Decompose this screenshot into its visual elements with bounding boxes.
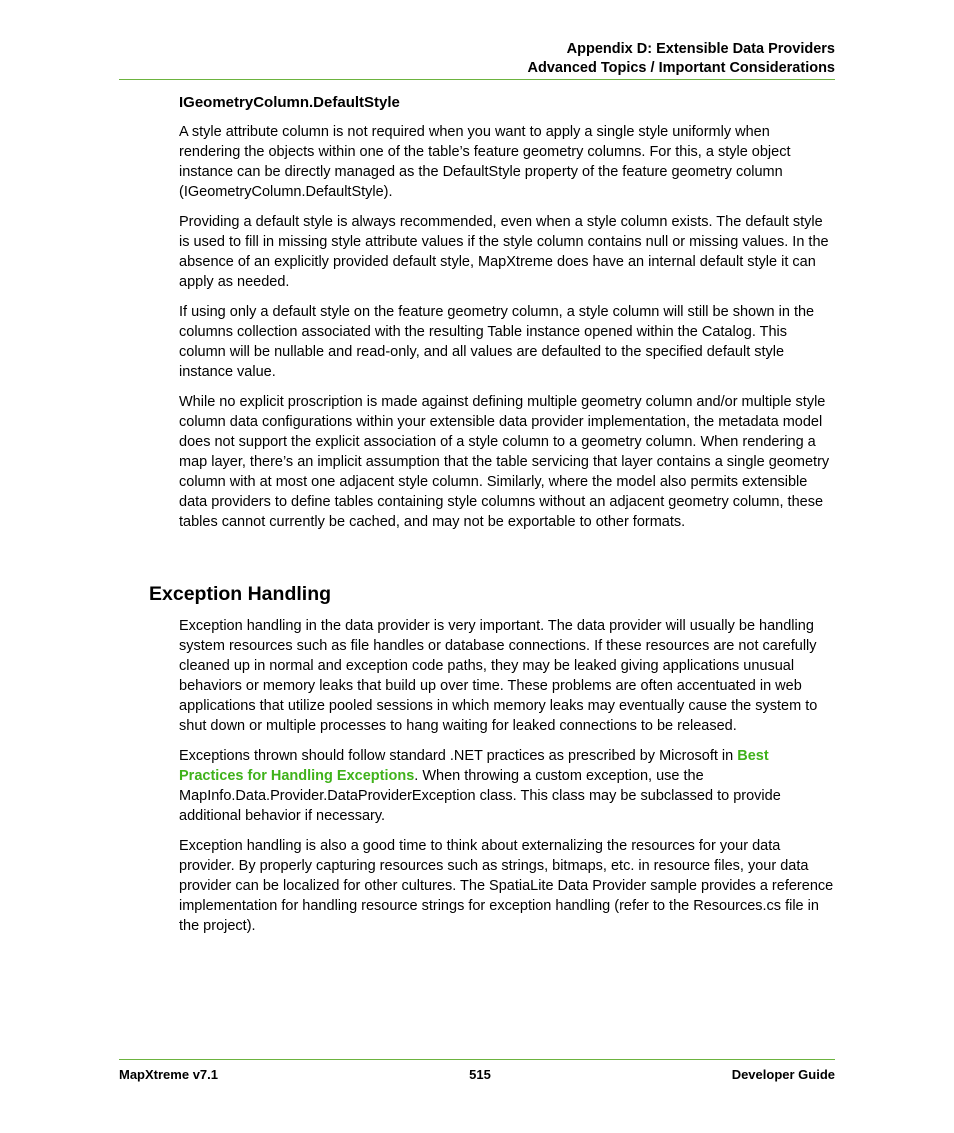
section-exception-handling <box>179 616 835 946</box>
paragraph: If using only a default style on the feature geometry column, a style column will still be shown in the columns collection associated with the resulting Table instance opened within the Catalog. This column will be nullable and read-only, and all values are defaulted to the specified default style instance value. <box>179 304 815 380</box>
section-heading-exception-handling: Exception Handling <box>149 583 332 605</box>
paragraph: Exception handling in the data provider is very important. The data provider will usually be handling system resources such as file handles or database connections. If these resources are not carefully cleaned up in normal and exception code paths, they may be leaked giving applications unusual behaviors or memory leaks that build up over time. These problems are often accentuated in web applications that utilize pooled sessions in which memory leaks may eventually cause the system to shut down or multiple processes to hang waiting for leaked connections to be released. <box>179 618 818 734</box>
paragraph: While no explicit proscription is made against defining multiple geometry column and/or multiple style column data configurations within your extensible data provider implementation, the metadata model does not support the explicit association of a style column to a geometry column. When rendering a map layer, there’s an implicit assumption that the table servicing that layer contains a single geometry column with at most one adjacent style column. Similarly, where the model also permits extensible data providers to define tables containing style columns without an adjacent geometry column, these tables cannot currently be cached, and may not be exportable to other formats. <box>179 394 830 530</box>
subheading-default-style: IGeometryColumn.DefaultStyle <box>179 94 400 111</box>
paragraph: Exception handling is also a good time to think about externalizing the resources for your data provider. By properly capturing resources such as strings, bitmaps, etc. in resource files, your data provider can be localized for other cultures. The SpatiaLite Data Provider sample provides a reference implementation for handling resource strings for exception handling (refer to the Resources.cs file in the project). <box>179 838 834 934</box>
best-practices-link[interactable]: Best Practices for Handling Exceptions <box>179 748 769 784</box>
header-section-title: Advanced Topics / Important Considerations <box>527 60 835 76</box>
footer-product: MapXtreme v7.1 <box>119 1067 218 1082</box>
paragraph: Providing a default style is always recommended, even when a style column exists. The default style is used to fill in missing style attribute values if the style column contains null or missing values. In the absence of an explicitly provided default style, MapXtreme does have an internal default style it can apply as needed. <box>179 214 829 290</box>
paragraph-text: . When throwing a custom exception, use the MapInfo.Data.Provider.DataProviderException class. This class may be subclassed to provide additional behavior if necessary. <box>179 768 781 824</box>
page-number: 515 <box>469 1067 491 1082</box>
paragraph-text: Exceptions thrown should follow standard .NET practices as prescribed by Microsoft in <box>179 748 738 764</box>
page-header <box>528 40 836 78</box>
paragraph: A style attribute column is not required when you want to apply a single style uniformly when rendering the objects within one of the table’s feature geometry columns. For this, a style object instance can be directly managed as the DefaultStyle property of the feature geometry column (IGeometryColumn.DefaultStyle). <box>179 124 791 200</box>
header-chapter-title: Appendix D: Extensible Data Providers <box>566 41 835 57</box>
header-rule <box>119 79 835 80</box>
section-default-style <box>179 93 835 542</box>
footer-guide-title: Developer Guide <box>731 1067 835 1082</box>
footer-rule <box>119 1059 835 1060</box>
paragraph-with-link <box>179 746 835 826</box>
